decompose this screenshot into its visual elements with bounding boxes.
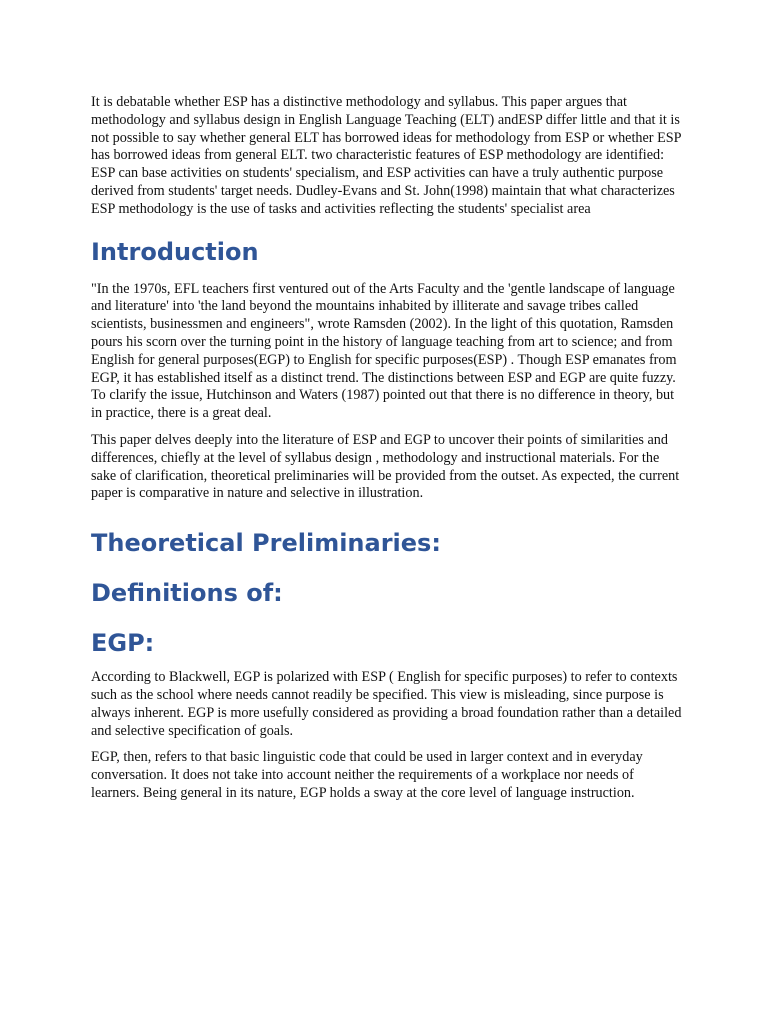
abstract-paragraph: It is debatable whether ESP has a distinctive methodology and syllabus. This paper argues that methodology and syllabus design in English Language Teaching (ELT) andESP differ little and that it is not possible to say whether general ELT has borrowed ideas for methodology from ESP or whether ESP has borrowed ideas from general ELT. two characteristic features of ESP methodology are identified: ESP can base activities on students' specialism, and ESP activities can have a truly authentic purpose derived from students' target needs. Dudley-Evans and St. John(1998) maintain that what characterizes ESP methodology is the use of tasks and activities reflecting the students' specialist area xyxy=(91,94,681,217)
introduction-heading: Introduction xyxy=(91,237,259,266)
introduction-paragraph-1: "In the 1970s, EFL teachers first ventured out of the Arts Faculty and the 'gentle landscape of language and literature' into 'the land beyond the mountains inhabited by illiterate and savage tribes called scientists, businessmen and engineers", wrote Ramsden (2002). In the light of this quotation, Ramsden pours his scorn over the turning point in the history of language teaching from art to science; and from English for general purposes(EGP) to English for specific purposes(ESP) . Though ESP emanates from EGP, it has established itself as a distinct trend. The distinctions between ESP and EGP are quite fuzzy. To clarify the issue, Hutchinson and Waters (1987) pointed out that there is no difference in theory, but in practice, there is a great deal. xyxy=(91,280,677,422)
document-page xyxy=(91,94,683,812)
theoretical-preliminaries-heading: Theoretical Preliminaries: xyxy=(91,529,441,558)
egp-paragraph-1: According to Blackwell, EGP is polarized with ESP ( English for specific purposes) to refer to contexts such as the school where needs cannot readily be specified. This view is misleading, since purpose is always inherent. EGP is more usefully considered as providing a broad foundation rather than a detailed and selective specification of goals. xyxy=(91,669,682,739)
egp-heading: EGP: xyxy=(91,629,155,658)
egp-paragraph-2: EGP, then, refers to that basic linguistic code that could be used in larger context and in everyday conversation. It does not take into account neither the requirements of a workplace nor needs of learners. Being general in its nature, EGP holds a sway at the core level of language instruction. xyxy=(91,749,643,801)
definitions-heading: Definitions of: xyxy=(91,579,283,608)
introduction-paragraph-2: This paper delves deeply into the literature of ESP and EGP to uncover their points of similarities and differences, chiefly at the level of syllabus design , methodology and instructional materials. For the sake of clarification, theoretical preliminaries will be provided from the outset. As expected, the current paper is comparative in nature and selective in illustration. xyxy=(91,431,680,502)
